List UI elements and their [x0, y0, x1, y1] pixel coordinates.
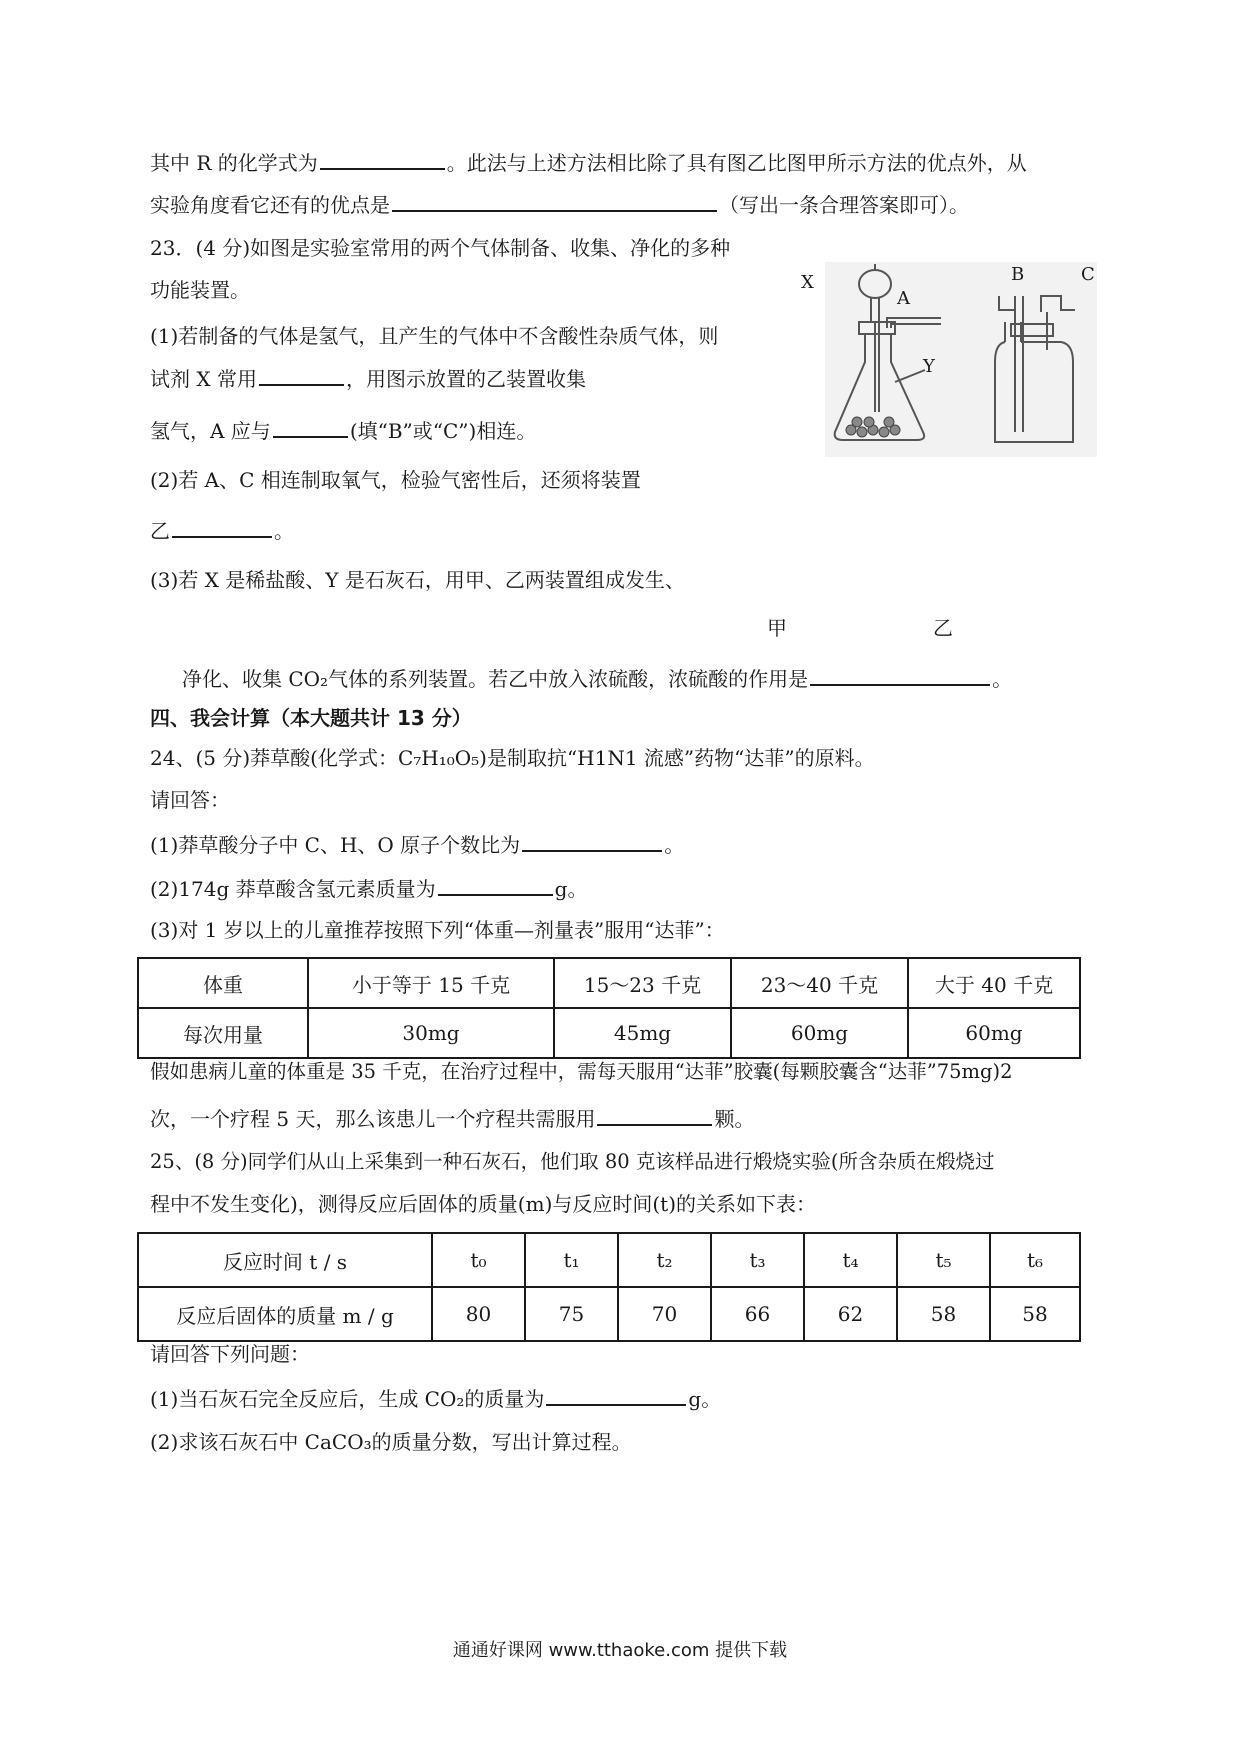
table-cell: 30mg [308, 1008, 554, 1058]
answer-blank [392, 190, 717, 212]
text-line: 功能装置。 [150, 278, 250, 302]
text-run: 氢气，A 应与 [150, 419, 271, 443]
table-cell: 每次用量 [138, 1008, 308, 1058]
question-23-stem: 23．(4 分)如图是实验室常用的两个气体制备、收集、净化的多种 [150, 236, 731, 260]
answer-blank [320, 148, 445, 170]
table-row [138, 1008, 1080, 1058]
text-line [150, 516, 294, 545]
answer-blank [546, 1384, 686, 1406]
text-run: 其中 R 的化学式为 [150, 151, 318, 175]
figure-label-y: Y [923, 356, 935, 377]
text-line [150, 874, 587, 903]
granules-icon [846, 417, 900, 437]
table-row [138, 958, 1080, 1008]
figure-label-jia: 甲 [767, 616, 787, 640]
text-line [150, 1384, 721, 1413]
table-cell: 58 [897, 1287, 990, 1341]
text-line [150, 1104, 754, 1133]
text-run: 。 [274, 519, 294, 543]
section-heading: 四、我会计算（本大题共计 13 分） [150, 706, 472, 730]
table-cell: 62 [804, 1287, 897, 1341]
figure-label-a: A [897, 288, 910, 309]
table-cell: t₃ [711, 1233, 804, 1287]
text-run: 。 [664, 833, 685, 857]
table-cell: 80 [432, 1287, 525, 1341]
dose-table [137, 957, 1081, 1059]
table-cell: t₆ [990, 1233, 1080, 1287]
table-row [138, 1233, 1080, 1287]
table-cell: t₂ [618, 1233, 711, 1287]
apparatus-drawing [825, 262, 1097, 457]
table-cell: 小于等于 15 千克 [308, 958, 554, 1008]
text-run: （写出一条合理答案即可）。 [719, 193, 969, 217]
text-run: (1)当石灰石完全反应后，生成 CO₂的质量为 [150, 1387, 545, 1411]
text-run: 。 [992, 667, 1013, 691]
question-24-stem: 24、(5 分)莽草酸(化学式：C₇H₁₀O₅)是制取抗“H1N1 流感”药物“达菲”的原料。 [150, 746, 875, 770]
text-line: 程中不发生变化)，测得反应后固体的质量(m)与反应时间(t)的关系如下表： [150, 1192, 817, 1216]
figure-label-x: X [801, 272, 814, 293]
table-cell: 45mg [554, 1008, 731, 1058]
text-line [182, 664, 1012, 693]
text-line: (2)若 A、C 相连制取氧气，检验气密性后，还须将装置 [150, 468, 641, 492]
table-cell: 体重 [138, 958, 308, 1008]
table-cell: t₁ [525, 1233, 618, 1287]
text-run: 试剂 X 常用 [150, 367, 257, 391]
table-cell: t₄ [804, 1233, 897, 1287]
text-line [150, 416, 536, 445]
table-cell: 66 [711, 1287, 804, 1341]
figure-label-yi: 乙 [933, 616, 953, 640]
answer-blank [597, 1104, 712, 1126]
question-25-stem: 25、(8 分)同学们从山上采集到一种石灰石，他们取 80 克该样品进行煅烧实验(所含杂质在煅烧过 [150, 1150, 995, 1173]
text-run: 乙 [150, 519, 170, 543]
text-line: 假如患病儿童的体重是 35 千克，在治疗过程中，需每天服用“达菲”胶囊(每颗胶囊含“达菲”75mg)2 [150, 1060, 1013, 1083]
table-cell: 大于 40 千克 [908, 958, 1080, 1008]
table-cell: 反应后固体的质量 m / g [138, 1287, 432, 1341]
table-cell: t₅ [897, 1233, 990, 1287]
text-run: g。 [554, 877, 588, 901]
mass-table [137, 1232, 1081, 1342]
answer-blank [273, 416, 348, 438]
text-run: (1)莽草酸分子中 C、H、O 原子个数比为 [150, 833, 521, 857]
answer-blank [438, 874, 553, 896]
text-run: 次，一个疗程 5 天，那么该患儿一个疗程共需服用 [150, 1107, 596, 1131]
text-line: (3)对 1 岁以上的儿童推荐按照下列“体重—剂量表”服用“达菲”： [150, 918, 725, 942]
page-footer: 通通好课网 www.tthaoke.com 提供下载 [452, 1640, 788, 1661]
table-cell: t₀ [432, 1233, 525, 1287]
table-cell: 15～23 千克 [554, 958, 731, 1008]
text-line: (2)求该石灰石中 CaCO₃的质量分数，写出计算过程。 [150, 1430, 632, 1454]
table-cell: 58 [990, 1287, 1080, 1341]
text-run: ，用图示放置的乙装置收集 [345, 367, 586, 391]
table-row [138, 1287, 1080, 1341]
answer-blank [259, 364, 344, 386]
text-line [150, 830, 684, 859]
figure-label-b: B [1011, 264, 1025, 285]
text-line [150, 148, 1027, 177]
text-line: (3)若 X 是稀盐酸、Y 是石灰石，用甲、乙两装置组成发生、 [150, 568, 685, 592]
text-line: 请回答： [150, 788, 230, 812]
table-cell: 反应时间 t / s [138, 1233, 432, 1287]
text-run: (2)174g 莽草酸含氢元素质量为 [150, 877, 436, 901]
text-line: 请回答下列问题： [150, 1342, 310, 1366]
text-run: 净化、收集 CO₂气体的系列装置。若乙中放入浓硫酸，浓硫酸的作用是 [182, 667, 809, 691]
answer-blank [172, 516, 272, 538]
text-run: (填“B”或“C”)相连。 [349, 419, 537, 443]
table-cell: 23～40 千克 [731, 958, 908, 1008]
text-run: 。此法与上述方法相比除了具有图乙比图甲所示方法的优点外，从 [446, 151, 1027, 175]
text-run: g。 [688, 1387, 722, 1411]
text-line: (1)若制备的气体是氢气，且产生的气体中不含酸性杂质气体，则 [150, 324, 719, 348]
table-cell: 60mg [731, 1008, 908, 1058]
table-cell: 75 [525, 1287, 618, 1341]
text-line [150, 364, 586, 393]
figure-label-c: C [1081, 264, 1095, 285]
table-cell: 60mg [908, 1008, 1080, 1058]
answer-blank [522, 830, 662, 852]
text-run: 实验角度看它还有的优点是 [150, 193, 390, 217]
table-cell: 70 [618, 1287, 711, 1341]
answer-blank [810, 664, 990, 686]
apparatus-figure [801, 262, 1097, 457]
text-run: 颗。 [714, 1107, 755, 1131]
text-line [150, 190, 969, 219]
